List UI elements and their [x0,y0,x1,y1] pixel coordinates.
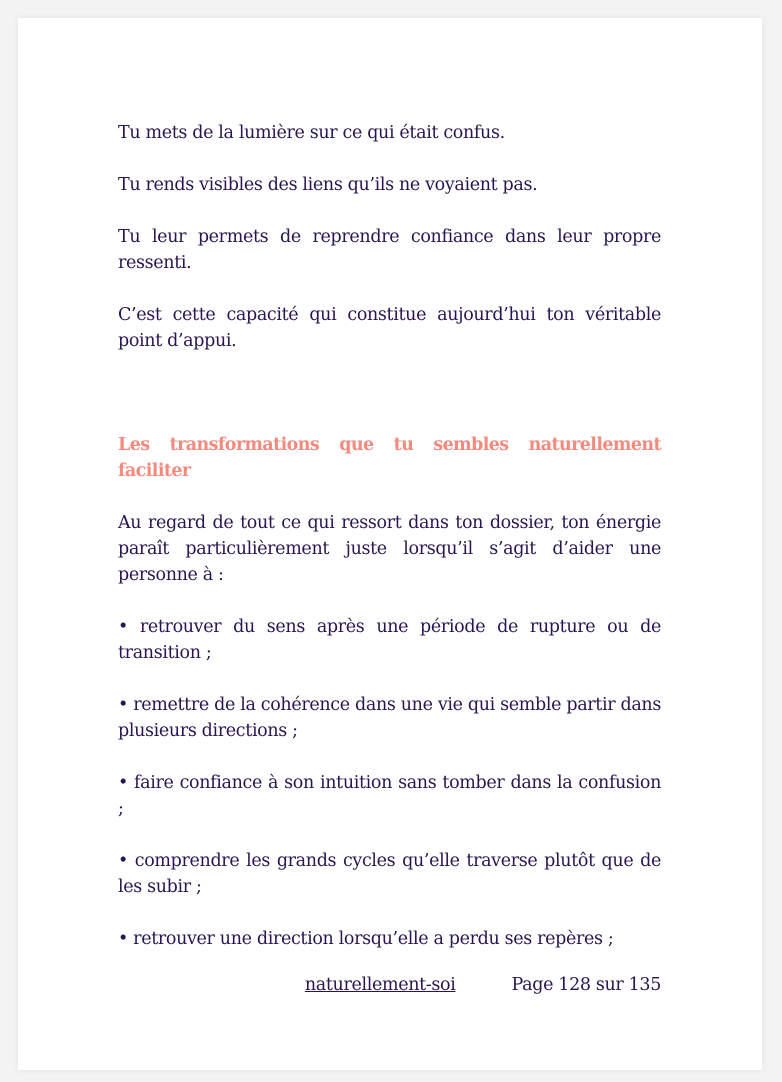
page-number: Page 128 sur 135 [511,975,661,995]
page-footer [118,972,661,998]
document-page [18,18,762,1070]
bullet-item: • remettre de la cohérence dans une vie qui semble partir dans plusieurs directions ; [118,695,661,741]
paragraph: C’est cette capacité qui constitue aujourd’hui ton véritable point d’appui. [118,305,661,351]
paragraph: Tu leur permets de reprendre confiance dans leur propre ressenti. [118,227,661,273]
bullet-item: • comprendre les grands cycles qu’elle traverse plutôt que de les subir ; [118,851,661,897]
paragraph: Tu mets de la lumière sur ce qui était confus. [118,123,505,143]
section-spacer [118,380,661,432]
page-content [118,120,661,978]
paragraph: Tu rends visibles des liens qu’ils ne voyaient pas. [118,175,538,195]
intro-paragraph: Au regard de tout ce qui ressort dans ton dossier, ton énergie paraît particulièrement juste lorsqu’il s’agit d’aider une personne à : [118,513,661,585]
bullet-item: • retrouver une direction lorsqu’elle a perdu ses repères ; [118,929,614,949]
site-link[interactable]: naturellement-soi [304,975,456,995]
bullet-item: • faire confiance à son intuition sans tomber dans la confusion ; [118,773,661,819]
bullet-item: • retrouver du sens après une période de rupture ou de transition ; [118,617,661,663]
section-heading: Les transformations que tu sembles naturellement faciliter [118,435,661,481]
